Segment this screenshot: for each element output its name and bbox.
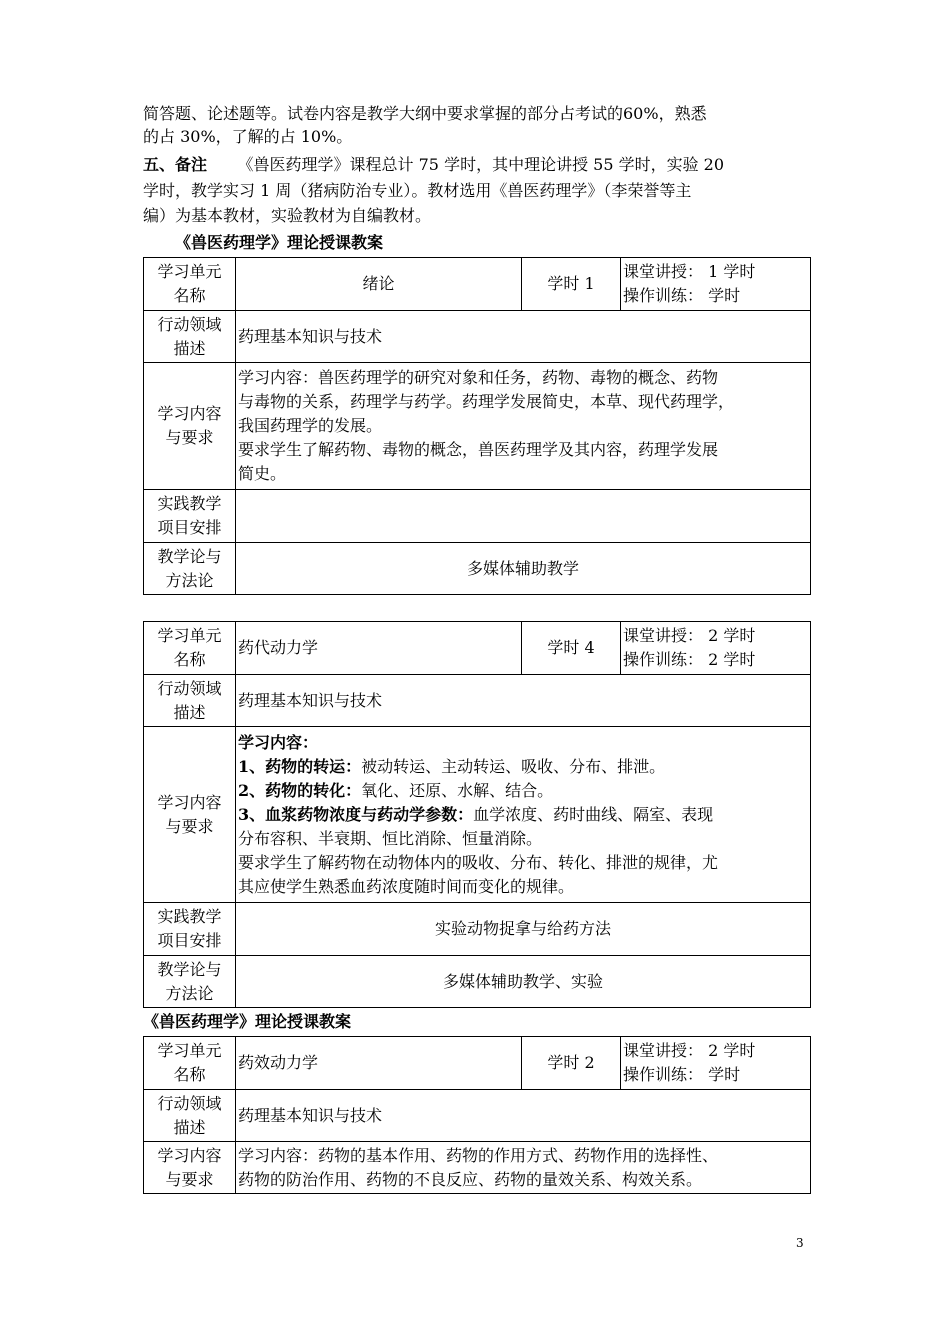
field-value: 药理基本知识与技术	[236, 311, 811, 363]
practice-value: 实验动物捉拿与给药方法	[236, 903, 811, 956]
intro-line-1: 简答题、论述题等。试卷内容是教学大纲中要求掌握的部分占考试的60%，熟悉	[143, 104, 707, 123]
content-value: 学习内容：药物的基本作用、药物的作用方式、药物作用的选择性、 药物的防治作用、药物的不良反应、药物的量效关系、构效关系。	[236, 1142, 811, 1194]
content-label: 学习内容 与要求	[144, 1142, 236, 1194]
method-label: 教学论与 方法论	[144, 543, 236, 595]
unit-label: 学习单元 名称	[144, 258, 236, 311]
field-value: 药理基本知识与技术	[236, 1090, 811, 1142]
method-value: 多媒体辅助教学、实验	[236, 956, 811, 1008]
method-label: 教学论与 方法论	[144, 956, 236, 1008]
lesson-table-2	[143, 621, 811, 1008]
practice-label: 实践教学 项目安排	[144, 490, 236, 543]
unit-name: 药代动力学	[236, 622, 522, 675]
practice-label: 实践教学 项目安排	[144, 903, 236, 956]
unit-name: 药效动力学	[236, 1037, 522, 1090]
field-label: 行动领域 描述	[144, 1090, 236, 1142]
page-number: 3	[796, 1236, 804, 1250]
lesson-plan-title-1: 《兽医药理学》理论授课教案	[175, 233, 384, 252]
content-value: 学习内容：兽医药理学的研究对象和任务，药物、毒物的概念、药物 与毒物的关系，药理学与药学。药理学发展简史，本草、现代药理学， 我国药理学的发展。 要求学生了解药物、毒物的概念，兽医药理学及其内容，药理学发展 简史。	[236, 363, 811, 490]
hours: 学时 2	[522, 1037, 621, 1090]
unit-label: 学习单元 名称	[144, 622, 236, 675]
teaching-mode: 课堂讲授： 2 学时 操作训练： 2 学时	[621, 622, 811, 675]
unit-label: 学习单元 名称	[144, 1037, 236, 1090]
lesson-plan-title-2: 《兽医药理学》理论授课教案	[143, 1012, 352, 1031]
unit-name: 绪论	[236, 258, 522, 311]
content-label: 学习内容 与要求	[144, 363, 236, 490]
lesson-table-1	[143, 257, 811, 595]
method-value: 多媒体辅助教学	[236, 543, 811, 595]
intro-line-2: 的占 30%，了解的占 10%。	[143, 127, 353, 146]
field-label: 行动领域 描述	[144, 675, 236, 727]
teaching-mode: 课堂讲授： 2 学时 操作训练： 学时	[621, 1037, 811, 1090]
field-label: 行动领域 描述	[144, 311, 236, 363]
remark-paragraph	[143, 154, 813, 176]
teaching-mode: 课堂讲授： 1 学时 操作训练： 学时	[621, 258, 811, 311]
remark-heading: 五、备注	[143, 155, 208, 174]
hours: 学时 4	[522, 622, 621, 675]
field-value: 药理基本知识与技术	[236, 675, 811, 727]
remark-line-1: 《兽医药理学》课程总计 75 学时，其中理论讲授 55 学时，实验 20	[237, 155, 725, 174]
lesson-table-3	[143, 1036, 811, 1194]
remark-line-3: 编）为基本教材，实验教材为自编教材。	[143, 206, 432, 225]
remark-line-2: 学时，教学实习 1 周（猪病防治专业）。教材选用《兽医药理学》（李荣誉等主	[143, 181, 692, 200]
practice-value	[236, 490, 811, 543]
content-label: 学习内容 与要求	[144, 727, 236, 903]
content-value: 学习内容： 1、药物的转运：被动转运、主动转运、吸收、分布、排泄。 2、药物的转化：氧化、还原、水解、结合。 3、血浆药物浓度与药动学参数：血学浓度、药时曲线、隔室、表现 分布容积、半衰期、恒比消除、恒量消除。 要求学生了解药物在动物体内的吸收、分布、转化、排泄的规律，尤 其应使学生熟悉血药浓度随时间而变化的规律。	[236, 727, 811, 903]
hours: 学时 1	[522, 258, 621, 311]
